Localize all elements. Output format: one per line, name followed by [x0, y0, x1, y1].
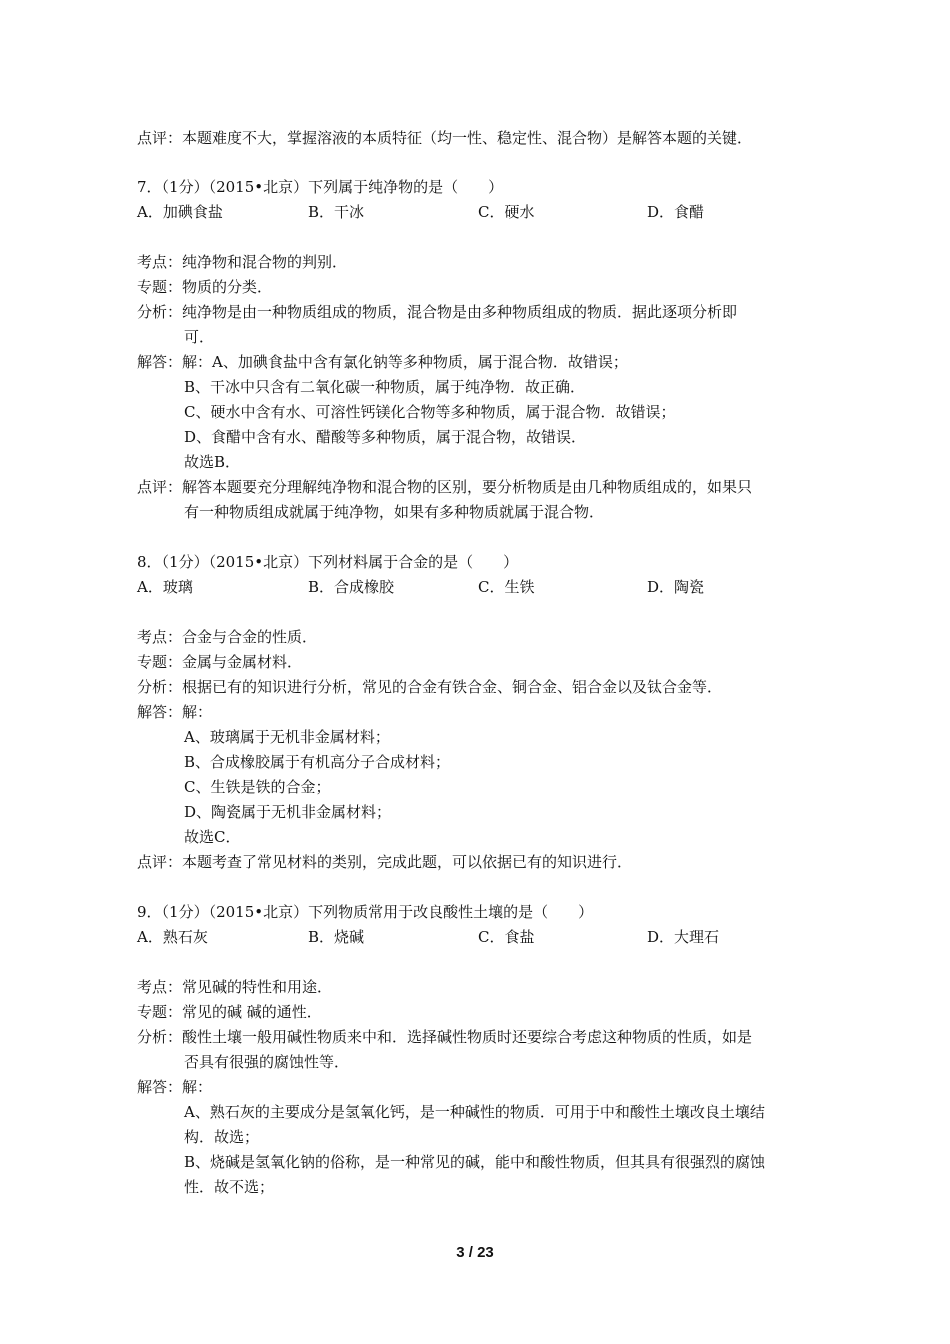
q7-option-c: C．硬水	[478, 203, 535, 221]
q7-kaodian: 考点：纯净物和混合物的判别．	[137, 253, 348, 271]
q9-kaodian: 考点：常见碱的特性和用途．	[137, 978, 333, 996]
q7-option-d: D．食醋	[647, 203, 705, 221]
q9-fenxi-line2: 否具有很强的腐蚀性等．	[184, 1053, 350, 1071]
q8-jieda-line2: B、合成橡胶属于有机高分子合成材料；	[184, 753, 451, 771]
q7-jieda-line1: 解答：解：A、加碘食盐中含有氯化钠等多种物质，属于混合物．故错误；	[137, 353, 628, 371]
q9-fenxi-line1: 分析：酸性土壤一般用碱性物质来中和．选择碱性物质时还要综合考虑这种物质的性质，如是	[137, 1028, 753, 1046]
q9-option-c: C．食盐	[478, 928, 535, 946]
q8-kaodian: 考点：合金与合金的性质．	[137, 628, 318, 646]
q7-jieda-line2: B、干冰中只含有二氧化碳一种物质，属于纯净物．故正确．	[184, 378, 586, 396]
q7-stem: 7．（1分）（2015•北京）下列属于纯净物的是（ ）	[137, 178, 504, 196]
q9-zhuanti: 专题：常见的碱 碱的通性．	[137, 1003, 322, 1021]
q8-jieda-line5: 故选C．	[184, 828, 241, 846]
page-number: 3 / 23	[456, 1244, 494, 1261]
q9-jieda-line2: 构．故选；	[184, 1128, 260, 1146]
q9-jieda-line3: B、烧碱是氢氧化钠的俗称，是一种常见的碱，能中和酸性物质，但其具有很强烈的腐蚀	[184, 1153, 766, 1171]
q9-jieda-line4: 性．故不选；	[184, 1178, 275, 1196]
q7-fenxi-line1: 分析：纯净物是由一种物质组成的物质，混合物是由多种物质组成的物质．据此逐项分析即	[137, 303, 738, 321]
q8-jieda-line4: D、陶瓷属于无机非金属材料；	[184, 803, 392, 821]
q8-option-b: B．合成橡胶	[308, 578, 395, 596]
q9-jieda-line1: A、熟石灰的主要成分是氢氧化钙，是一种碱性的物质．可用于中和酸性土壤改良土壤结	[184, 1103, 765, 1121]
q7-fenxi-line2: 可．	[184, 328, 215, 346]
q9-option-a: A．熟石灰	[137, 928, 208, 946]
q8-option-d: D．陶瓷	[647, 578, 705, 596]
q8-dianping: 点评：本题考查了常见材料的类别，完成此题，可以依据已有的知识进行．	[137, 853, 633, 871]
q7-option-b: B．干冰	[308, 203, 365, 221]
q9-stem: 9．（1分）（2015•北京）下列物质常用于改良酸性土壤的是（ ）	[137, 903, 594, 921]
q8-stem: 8．（1分）（2015•北京）下列材料属于合金的是（ ）	[137, 553, 519, 571]
q7-jieda-line5: 故选B．	[184, 453, 241, 471]
q7-option-a: A．加碘食盐	[137, 203, 223, 221]
q7-dianping-line2: 有一种物质组成就属于纯净物，如果有多种物质就属于混合物．	[184, 503, 605, 521]
q7-jieda-line4: D、食醋中含有水、醋酸等多种物质，属于混合物，故错误．	[184, 428, 587, 446]
q8-fenxi: 分析：根据已有的知识进行分析，常见的合金有铁合金、铜合金、铝合金以及钛合金等．	[137, 678, 723, 696]
q7-dianping-line1: 点评：解答本题要充分理解纯净物和混合物的区别，要分析物质是由几种物质组成的，如果只	[137, 478, 753, 496]
q8-option-c: C．生铁	[478, 578, 535, 596]
prev-comment: 点评：本题难度不大，掌握溶液的本质特征（均一性、稳定性、混合物）是解答本题的关键．	[137, 129, 753, 147]
q8-option-a: A．玻璃	[137, 578, 193, 596]
q9-option-d: D．大理石	[647, 928, 720, 946]
q8-jieda-line1: A、玻璃属于无机非金属材料；	[184, 728, 390, 746]
q8-jieda-heading: 解答：解：	[137, 703, 213, 721]
q9-jieda-heading: 解答：解：	[137, 1078, 213, 1096]
q7-zhuanti: 专题：物质的分类．	[137, 278, 273, 296]
q7-jieda-line3: C、硬水中含有水、可溶性钙镁化合物等多种物质，属于混合物．故错误；	[184, 403, 676, 421]
q9-option-b: B．烧碱	[308, 928, 365, 946]
q8-jieda-line3: C、生铁是铁的合金；	[184, 778, 331, 796]
q8-zhuanti: 专题：金属与金属材料．	[137, 653, 303, 671]
